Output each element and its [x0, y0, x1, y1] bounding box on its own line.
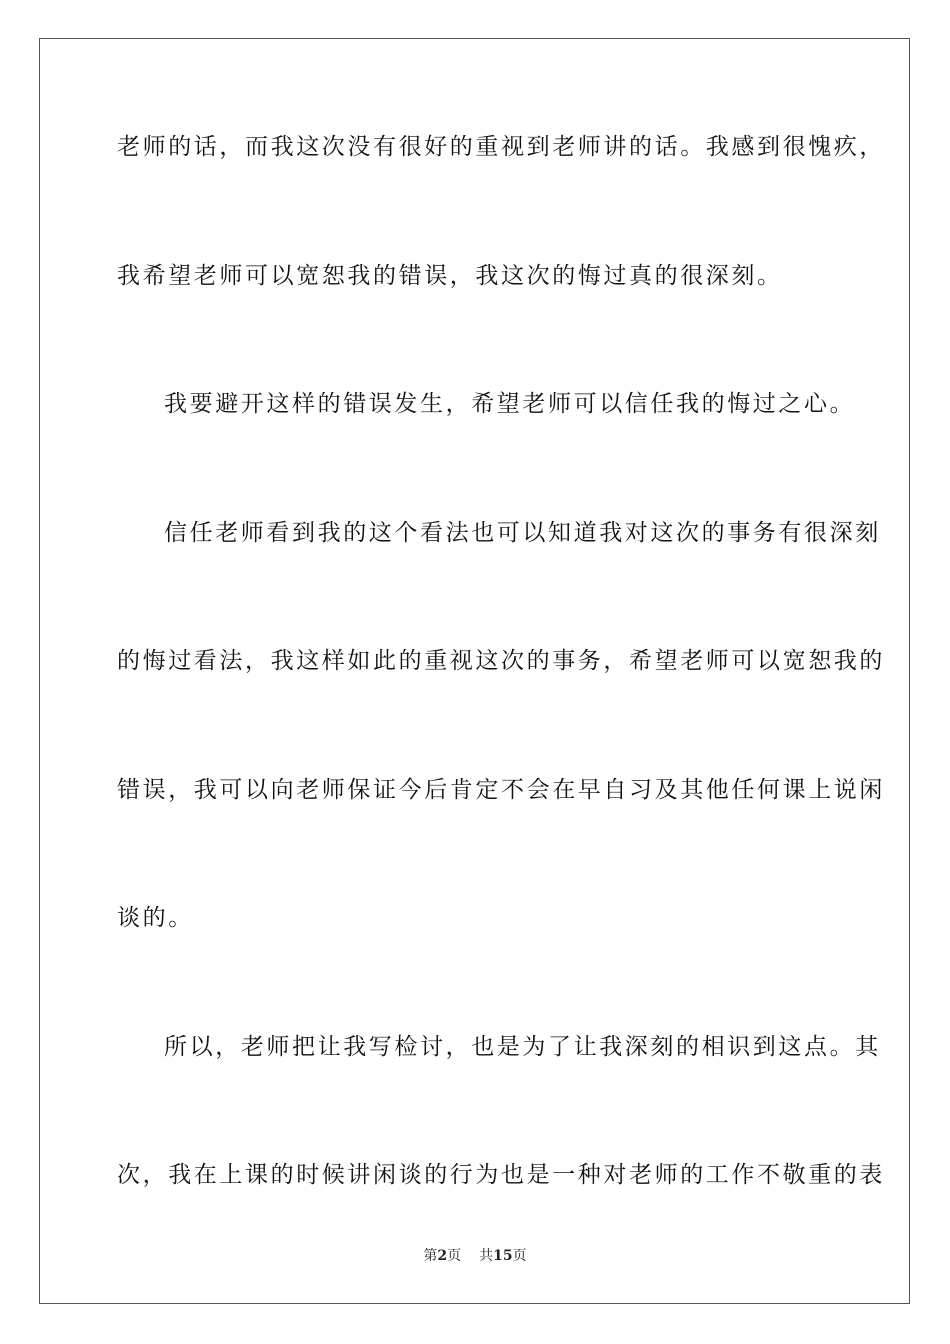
page-suffix: 页 [447, 1248, 462, 1264]
page-footer [0, 1246, 950, 1266]
page-prefix: 第 [423, 1248, 438, 1264]
total-pages: 15 [493, 1248, 513, 1264]
total-suffix: 页 [512, 1248, 527, 1264]
text-line-4: 信任老师看到我的这个看法也可以知道我对这次的事务有很深刻 [164, 520, 881, 546]
text-line-2: 我希望老师可以宽恕我的错误，我这次的悔过真的很深刻。 [117, 263, 783, 289]
text-line-9: 次，我在上课的时候讲闲谈的行为也是一种对老师的工作不敬重的表 [117, 1162, 885, 1188]
text-line-8: 所以，老师把让我写检讨，也是为了让我深刻的相识到这点。其 [164, 1034, 881, 1060]
text-line-3: 我要避开这样的错误发生，希望老师可以信任我的悔过之心。 [164, 391, 856, 417]
text-line-7: 谈的。 [117, 905, 194, 931]
page-number: 2 [437, 1248, 448, 1264]
text-line-1: 老师的话，而我这次没有很好的重视到老师讲的话。我感到很愧疚， [117, 134, 885, 160]
text-line-6: 错误，我可以向老师保证今后肯定不会在早自习及其他任何课上说闲 [117, 777, 885, 803]
total-prefix: 共 [479, 1248, 494, 1264]
text-line-5: 的悔过看法，我这样如此的重视这次的事务，希望老师可以宽恕我的 [117, 648, 885, 674]
